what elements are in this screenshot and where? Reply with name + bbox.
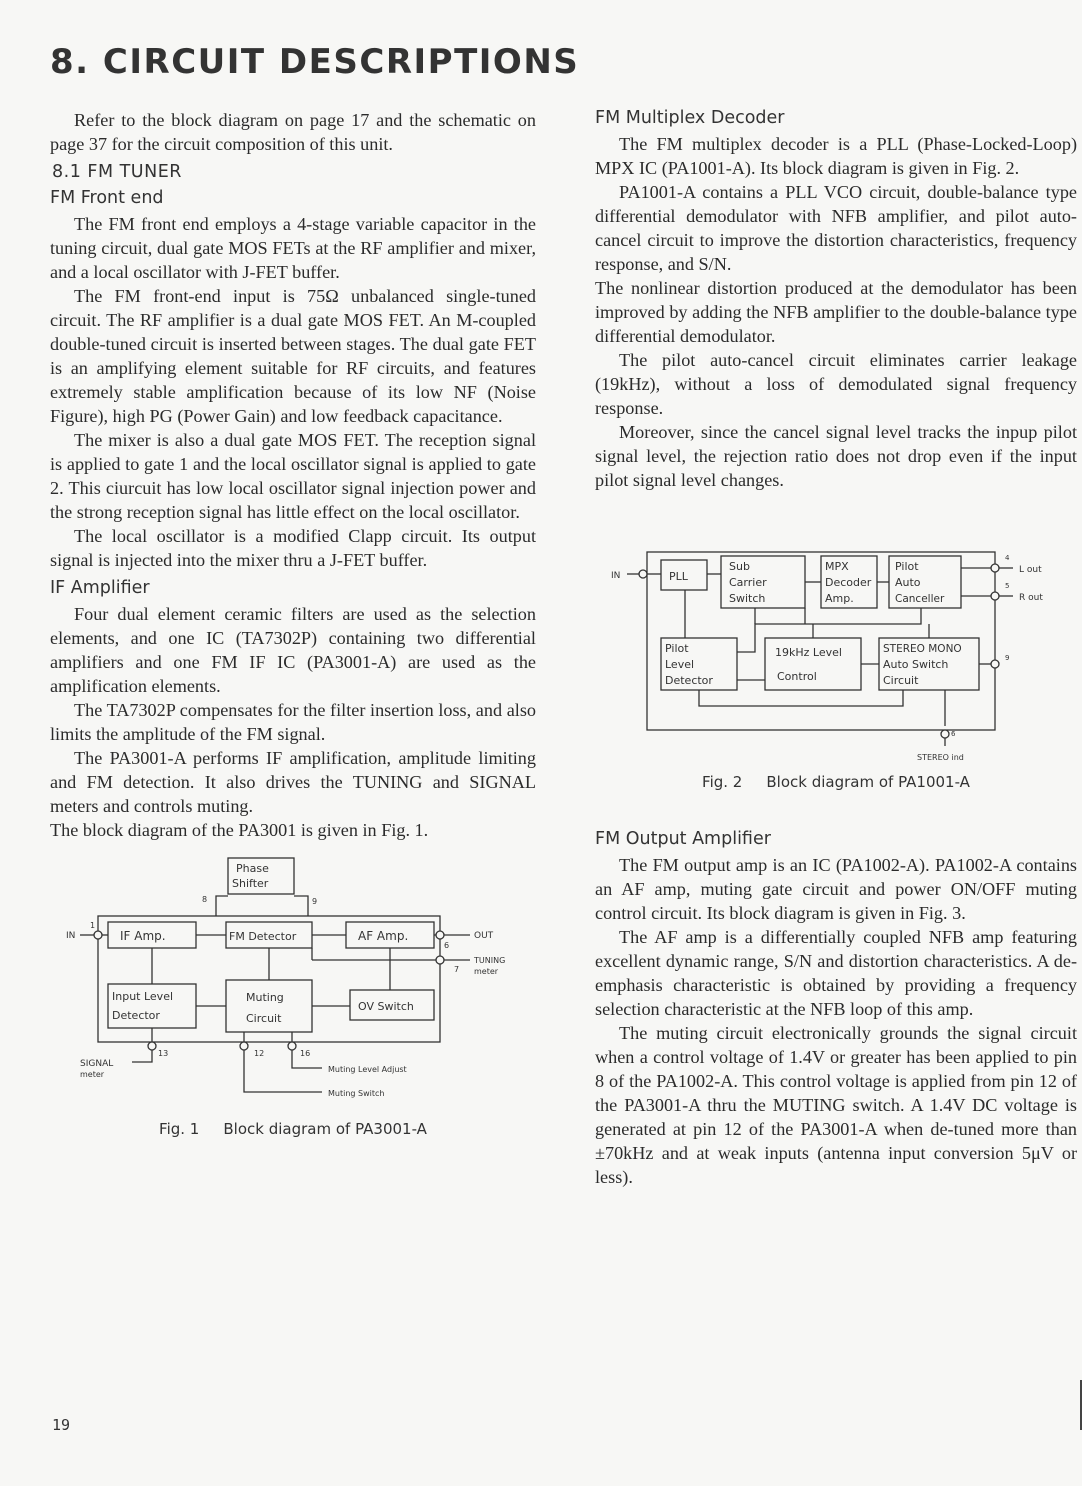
fig2-label: 19kHz Level	[775, 646, 842, 659]
output-amp-paragraph: The muting circuit electronically grounds the signal circuit when a control voltage of 1.4V or greater has been applied to pin 8 of the PA1002-A. This control voltage is applied from pin 12 of the PA3001-A thru the MUTING switch. A 1.4V DC voltage is generated at pin 12 of the PA3001-A when de-tuned more than ±70kHz and at weak inputs (antenna input conversion 5μV or less).	[595, 1023, 1077, 1187]
fig1-label: TUNING	[474, 956, 506, 965]
if-amp-paragraph: Four dual element ceramic filters are used as the selection elements, and one IC (TA7302P) containing two differential amplifiers and one FM IF IC (PA3001-A) are used as the amplification elements.	[50, 604, 536, 696]
fig1-label: IF Amp.	[120, 929, 166, 943]
fig2-block-diagram	[595, 534, 1077, 764]
fig1-pin: 6	[444, 941, 450, 950]
mpx-paragraph: PA1001-A contains a PLL VCO circuit, double-balance type differential demodulator with NFB amplifier, and pilot auto-cancel circuit to improve the distortion characteristics, frequency response, and S/N.	[595, 182, 1077, 274]
fig1-label: OUT	[474, 931, 494, 941]
fig2-label: Decoder	[825, 576, 872, 589]
right-column	[595, 108, 1077, 1189]
fig1-label: FM Detector	[229, 930, 297, 943]
fig1-label: Phase	[236, 862, 269, 875]
fig2-label: Carrier	[729, 576, 767, 589]
fig1-caption-text: Block diagram of PA3001-A	[223, 1120, 427, 1138]
fig2-label: Canceller	[895, 593, 945, 605]
fig2-label: Switch	[729, 592, 766, 605]
if-amp-paragraph: The PA3001-A performs IF amplification, amplitude limiting and FM detection. It also drives the TUNING and SIGNAL meters and controls muting.	[50, 748, 536, 816]
fig1-label: AF Amp.	[358, 929, 409, 943]
fig1-pin: 16	[300, 1049, 311, 1058]
fig2-label: Circuit	[883, 674, 919, 687]
output-amp-paragraph: The FM output amp is an IC (PA1002-A). PA1002-A contains an AF amp, muting gate circuit and power ON/OFF muting control circuit. Its block diagram is given in Fig. 3.	[595, 855, 1077, 923]
fig2-pin: 6	[951, 730, 956, 738]
fig2-label: MPX	[825, 560, 849, 573]
mpx-paragraph: The pilot auto-cancel circuit eliminates carrier leakage (19kHz), without a loss of demodulated signal frequency response.	[595, 350, 1077, 418]
heading-fm-output-amplifier: FM Output Amplifier	[595, 829, 771, 849]
fig2-label: Auto	[895, 576, 921, 589]
fig2-pin: 4	[1005, 554, 1010, 562]
fig2-label: R out	[1019, 593, 1043, 603]
fig1-label: Muting	[246, 991, 284, 1004]
front-end-paragraph: The FM front-end input is 75Ω unbalanced single-tuned circuit. The RF amplifier is a dual gate MOS FET. An M-coupled double-tuned circuit is inserted between stages. The dual gate FET is an amplifying element suitable for RF circuits, and features extremely stable amplification because of its low NF (Noise Figure), high PG (Power Gain) and low feedback capacitance.	[50, 286, 536, 426]
fig1-label: Muting Switch	[328, 1089, 385, 1098]
if-amp-paragraph: The TA7302P compensates for the filter insertion loss, and also limits the amplitude of the FM signal.	[50, 700, 536, 744]
fig1-label: Detector	[112, 1009, 160, 1022]
fig1-pin: 13	[158, 1049, 169, 1058]
page-title: 8. CIRCUIT DESCRIPTIONS	[50, 42, 580, 82]
fig2-label: Level	[665, 658, 695, 671]
fig2-label: Amp.	[825, 592, 854, 605]
fig1-label: meter	[474, 967, 499, 976]
fig1-label: Muting Level Adjust	[328, 1065, 407, 1074]
fig1-pin: 1	[90, 921, 96, 930]
fig2-label: STEREO MONO	[883, 643, 962, 655]
fig1-label: SIGNAL	[80, 1059, 114, 1069]
fig1-caption-number: Fig. 1	[159, 1120, 200, 1138]
fig2-label: Detector	[665, 674, 713, 687]
fig2-pin: 9	[1005, 654, 1010, 662]
fig2-label: Control	[777, 670, 817, 683]
fig1-pin: 12	[254, 1049, 265, 1058]
figure-2	[595, 534, 1077, 791]
fig1-pin: 8	[202, 895, 208, 904]
fig2-caption-text: Block diagram of PA1001-A	[766, 773, 970, 791]
front-end-paragraph: The mixer is also a dual gate MOS FET. The reception signal is applied to gate 1 and the local oscillator signal is applied to gate 2. This ciurcuit has low local oscillator signal injection power and the strong reception signal has little effect on the local oscillator.	[50, 430, 536, 522]
fig1-caption	[50, 1120, 536, 1138]
fig1-label: IN	[66, 931, 76, 941]
fig1-label: OV Switch	[358, 1000, 414, 1013]
section-heading-fm-tuner: 8.1 FM TUNER	[52, 162, 182, 182]
intro-paragraph: Refer to the block diagram on page 17 and the schematic on page 37 for the circuit composition of this unit.	[50, 110, 536, 154]
fig1-pin: 9	[312, 897, 318, 906]
fig2-label: L out	[1019, 565, 1042, 575]
fig1-label: Shifter	[232, 877, 269, 890]
page-number: 19	[52, 1416, 71, 1434]
fig2-label: PLL	[669, 570, 688, 583]
heading-fm-front-end: FM Front end	[50, 188, 164, 208]
fig2-label: Pilot	[665, 642, 689, 655]
mpx-paragraph: Moreover, since the cancel signal level tracks the inpup pilot signal level, the rejection ratio does not drop even if the input pilot signal level changes.	[595, 422, 1077, 490]
fig1-block-diagram	[50, 856, 536, 1111]
fig2-label: Pilot	[895, 560, 919, 573]
front-end-paragraph: The local oscillator is a modified Clapp circuit. Its output signal is injected into the mixer thru a J-FET buffer.	[50, 526, 536, 570]
fig1-label: Input Level	[112, 990, 174, 1003]
fig1-pin: 7	[454, 965, 460, 974]
fig2-label: Auto Switch	[883, 658, 949, 671]
left-column	[50, 108, 536, 1138]
fig2-pin: 5	[1005, 582, 1010, 590]
fig2-label: Sub	[729, 560, 750, 573]
heading-fm-multiplex-decoder: FM Multiplex Decoder	[595, 108, 785, 128]
front-end-paragraph: The FM front end employs a 4-stage variable capacitor in the tuning circuit, dual gate MOS FETs at the RF amplifier and mixer, and a local oscillator with J-FET buffer.	[50, 214, 536, 282]
fig1-label: meter	[80, 1070, 105, 1079]
fig2-caption-number: Fig. 2	[702, 773, 743, 791]
mpx-paragraph: The nonlinear distortion produced at the demodulator has been improved by adding the NFB amplifier to the double-balance type differential demodulator.	[595, 278, 1077, 346]
fig2-label: IN	[611, 571, 621, 581]
fig1-label: Circuit	[246, 1012, 282, 1025]
heading-if-amplifier: IF Amplifier	[50, 578, 150, 598]
fig2-label: STEREO ind	[917, 753, 964, 762]
fig2-caption	[595, 773, 1077, 791]
mpx-paragraph: The FM multiplex decoder is a PLL (Phase-Locked-Loop) MPX IC (PA1001-A). Its block diagram is given in Fig. 2.	[595, 134, 1077, 178]
figure-1	[50, 856, 536, 1138]
if-amp-paragraph: The block diagram of the PA3001 is given in Fig. 1.	[50, 820, 429, 840]
output-amp-paragraph: The AF amp is a differentially coupled NFB amp featuring excellent dynamic range, S/N and distortion characteristics. A de-emphasis characteristic is obtained by providing a frequency selection characteristic at the NFB loop of this amp.	[595, 927, 1077, 1019]
